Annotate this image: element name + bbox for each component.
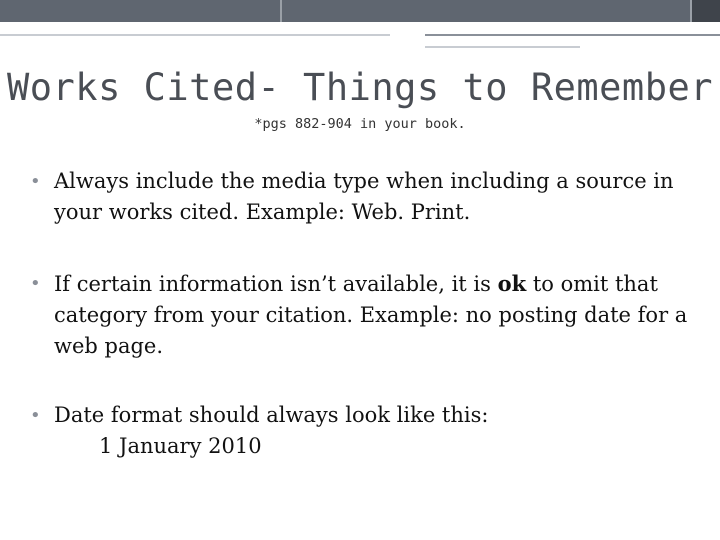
- header-bar-accent: [690, 0, 720, 22]
- bullet-text: [54, 268, 694, 362]
- bullet-text-part: If certain information isn’t available, it is: [54, 272, 498, 296]
- bullet-text-part: to omit that category from your citation. Example: no posting date for a web page.: [54, 272, 688, 358]
- bullet-icon: •: [30, 273, 41, 294]
- date-format-example: 1 January 2010: [99, 434, 262, 458]
- decorative-line: [425, 34, 720, 36]
- bullet-item: [24, 268, 694, 362]
- decorative-line: [0, 34, 390, 36]
- header-bar: [0, 0, 720, 22]
- header-bar-divider: [280, 0, 282, 22]
- bullet-text: [54, 400, 694, 462]
- bullet-text: Always include the media type when including a source in your works cited. Example: Web. Print.: [54, 169, 674, 224]
- slide-subtitle: *pgs 882-904 in your book.: [254, 116, 466, 132]
- decorative-line: [425, 46, 580, 48]
- slide-title: Works Cited- Things to Remember: [6, 66, 714, 109]
- header-bar-divider: [690, 0, 692, 22]
- bullet-icon: •: [30, 405, 41, 426]
- bullet-icon: •: [30, 171, 41, 192]
- bullet-item: [24, 400, 694, 462]
- bullet-bold-word: ok: [497, 271, 527, 296]
- bullet-list: [24, 166, 694, 462]
- bullet-item: [24, 166, 694, 228]
- bullet-text-part: Date format should always look like this:: [54, 403, 489, 427]
